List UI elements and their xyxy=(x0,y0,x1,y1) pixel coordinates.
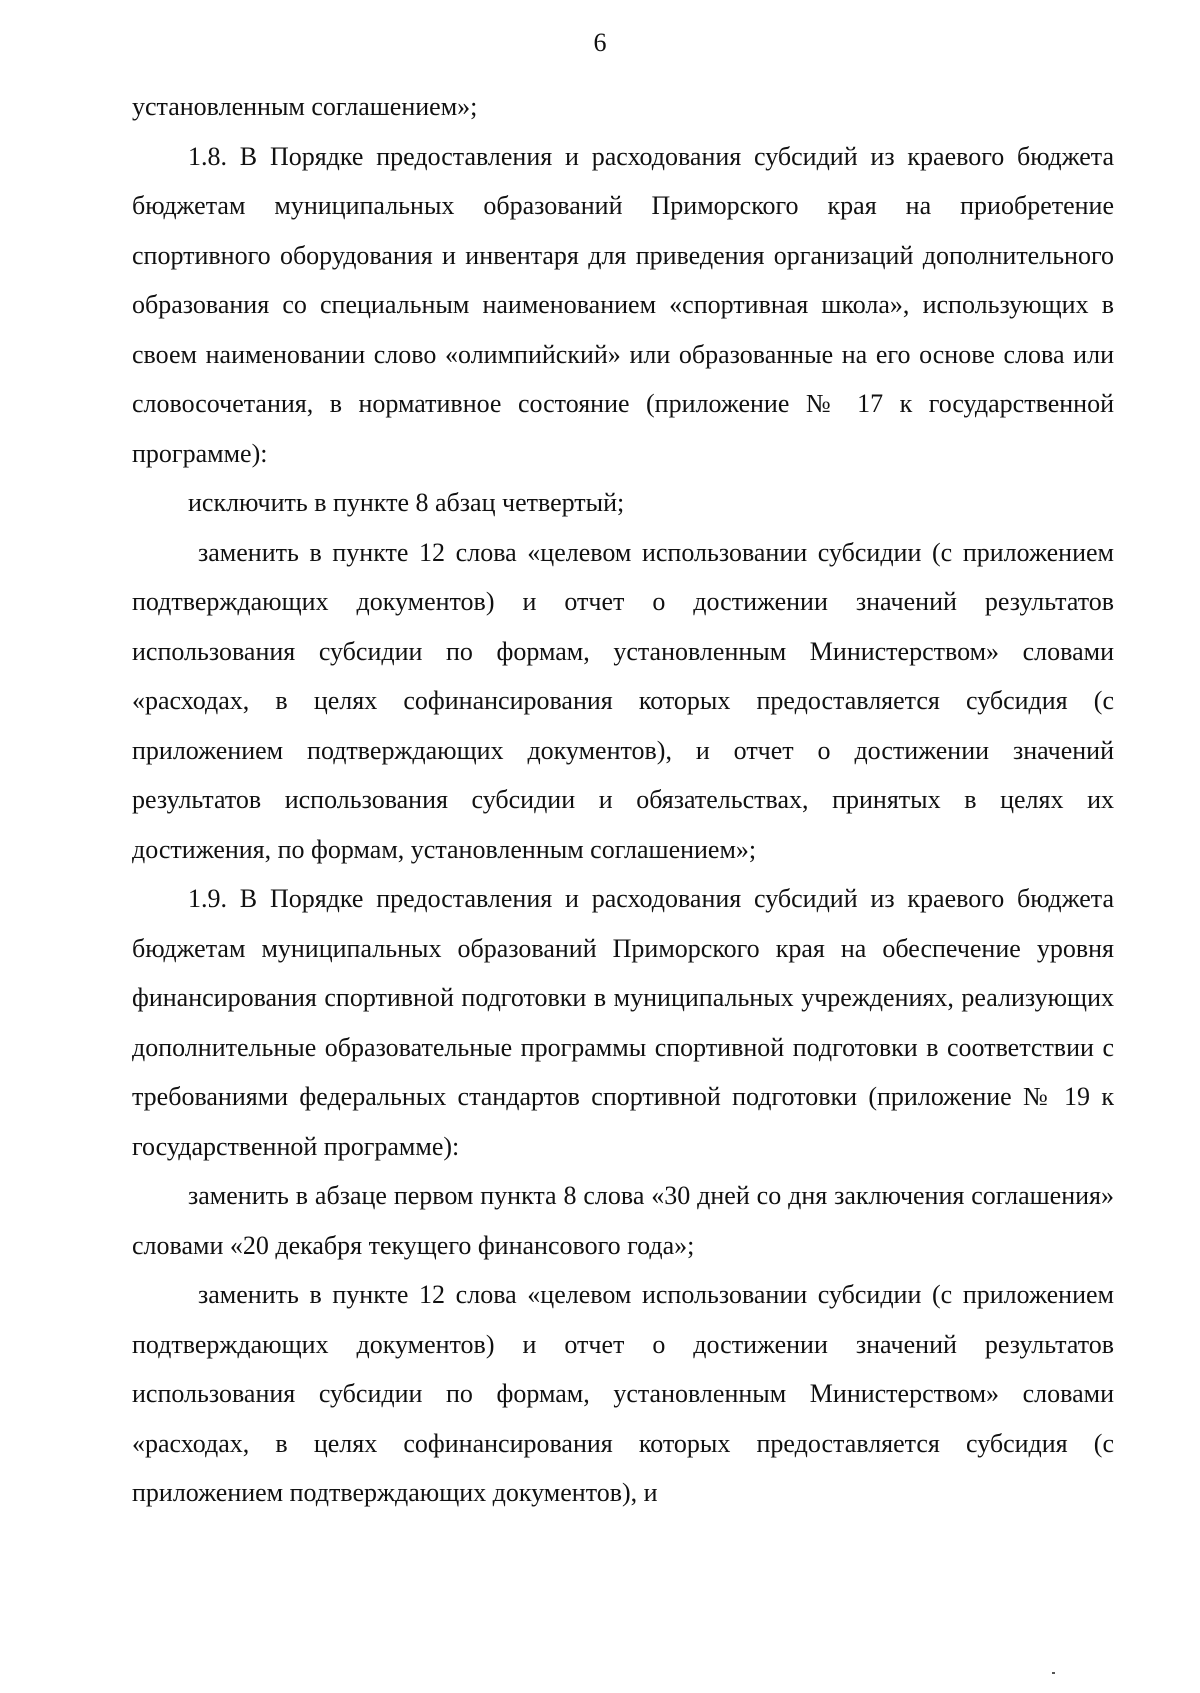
paragraph-replace-clause-8: заменить в абзаце первом пункта 8 слова «30 дней со дня заключения соглашения» словами «20 декабря текущего финансового года»; xyxy=(132,1181,1114,1260)
document-body xyxy=(132,82,1114,1518)
paragraph-exclude-clause: исключить в пункте 8 абзац четвертый; xyxy=(188,488,625,517)
paragraph-item-1-9: 1.9. В Порядке предоставления и расходования субсидий из краевого бюджета бюджетам муниципальных образований Приморского края на обеспечение уровня финансирования спортивной подготовки в муниципальных учреждениях, реализующих дополнительные образовательные программы спортивной подготовки в соответствии с требованиями федеральных стандартов спортивной подготовки (приложение № 19 к государственной программе): xyxy=(132,884,1114,1161)
page-number: 6 xyxy=(593,28,607,57)
paragraph-replace-clause-12: заменить в пункте 12 слова «целевом использовании субсидии (с приложением подтверждающих документов) и отчет о достижении значений результатов использования субсидии по формам, установленным Министерством» словами «расходах, в целях софинансирования которых предоставляется субсидия (с приложением подтверждающих документов), и отчет о достижении значений результатов использования субсидии и обязательствах, принятых в целях их достижения, по формам, установленным соглашением»; xyxy=(132,537,1114,864)
scan-artifact xyxy=(1052,1672,1055,1674)
paragraph-replace-clause-12-second: заменить в пункте 12 слова «целевом использовании субсидии (с приложением подтверждающих документов) и отчет о достижении значений результатов использования субсидии по формам, установленным Министерством» словами «расходах, в целях софинансирования которых предоставляется субсидия (с приложением подтверждающих документов), и xyxy=(132,1280,1114,1507)
paragraph-item-1-8: 1.8. В Порядке предоставления и расходования субсидий из краевого бюджета бюджетам муниципальных образований Приморского края на приобретение спортивного оборудования и инвентаря для приведения организаций дополнительного образования со специальным наименованием «спортивная школа», использующих в своем наименовании слово «олимпийский» или образованные на его основе слова или словосочетания, в нормативное состояние (приложение № 17 к государственной программе): xyxy=(132,141,1114,468)
paragraph-continuation: установленным соглашением»; xyxy=(132,92,478,121)
